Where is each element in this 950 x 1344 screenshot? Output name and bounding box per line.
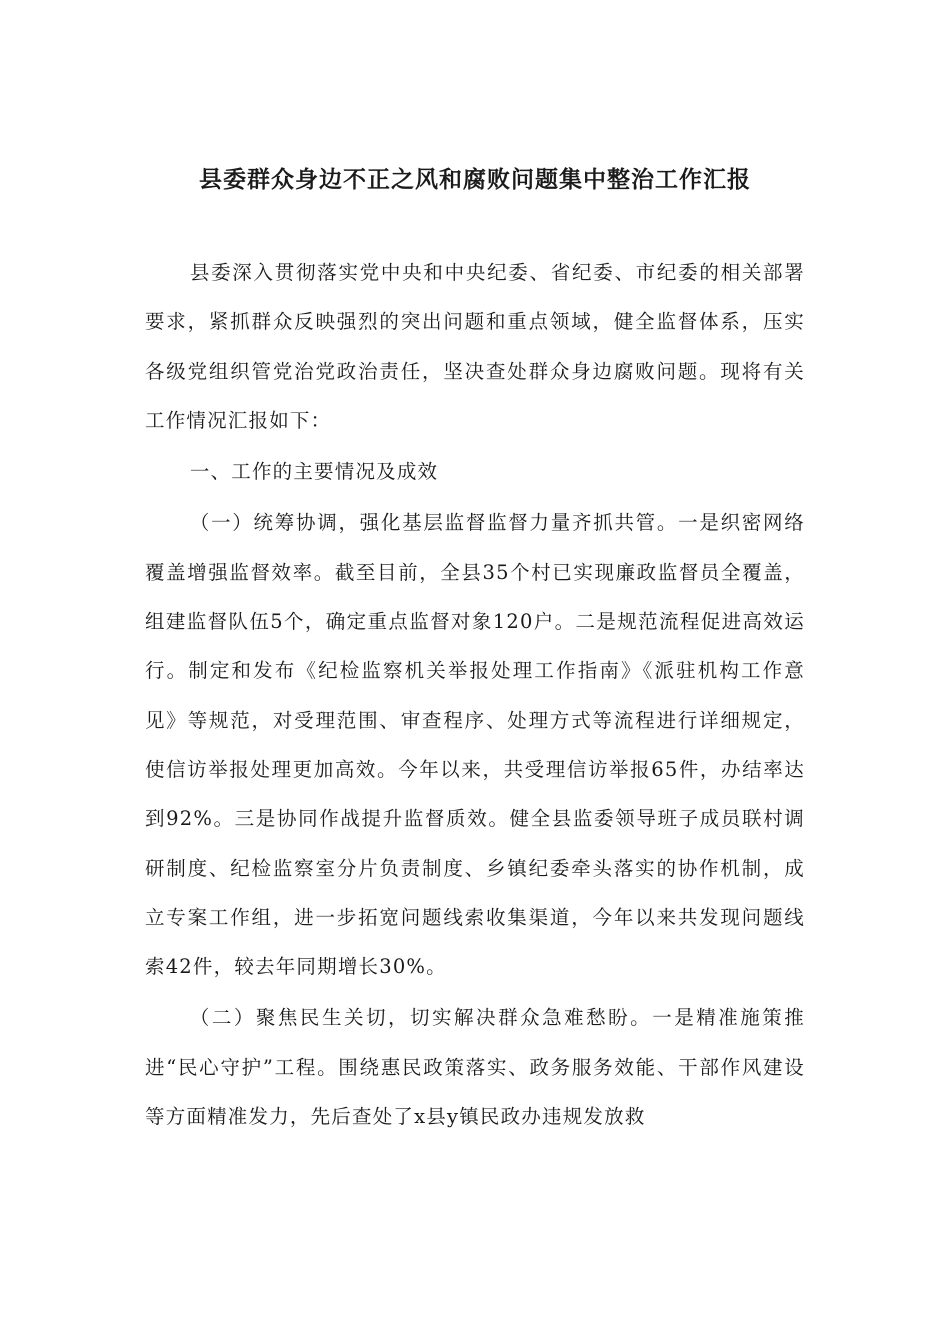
- section-heading: 一、工作的主要情况及成效: [189, 460, 439, 484]
- intro-paragraph: 县委深入贯彻落实党中央和中央纪委、省纪委、市纪委的相关部署要求，紧抓群众反映强烈的突出问题和重点领域，健全监督体系，压实各级党组织管党治党政治责任，坚决查处群众身边腐败问题。现将有关工作情况汇报如下：: [145, 261, 805, 432]
- document-body: [145, 248, 805, 1141]
- subsection-paragraph-1: （一）统筹协调，强化基层监督监督力量齐抓共管。一是织密网络覆盖增强监督效率。截至目前，全县35个村已实现廉政监督员全覆盖，组建监督队伍5个，确定重点监督对象120户。二是规范流程促进高效运行。制定和发布《纪检监察机关举报处理工作指南》《派驻机构工作意见》等规范，对受理范围、审查程序、处理方式等流程进行详细规定，使信访举报处理更加高效。今年以来，共受理信访举报65件，办结率达到92%。三是协同作战提升监督质效。健全县监委领导班子成员联村调研制度、纪检监察室分片负责制度、乡镇纪委牵头落实的协作机制，成立专案工作组，进一步拓宽问题线索收集渠道，今年以来共发现问题线索42件，较去年同期增长30%。: [145, 511, 805, 979]
- document-title: 县委群众身边不正之风和腐败问题集中整治工作汇报: [199, 167, 751, 193]
- subsection-paragraph-2: （二）聚焦民生关切，切实解决群众急难愁盼。一是精准施策推进“民心守护”工程。围绕惠民政策落实、政务服务效能、干部作风建设等方面精准发力，先后查处了x县y镇民政办违规发放救: [145, 1006, 805, 1129]
